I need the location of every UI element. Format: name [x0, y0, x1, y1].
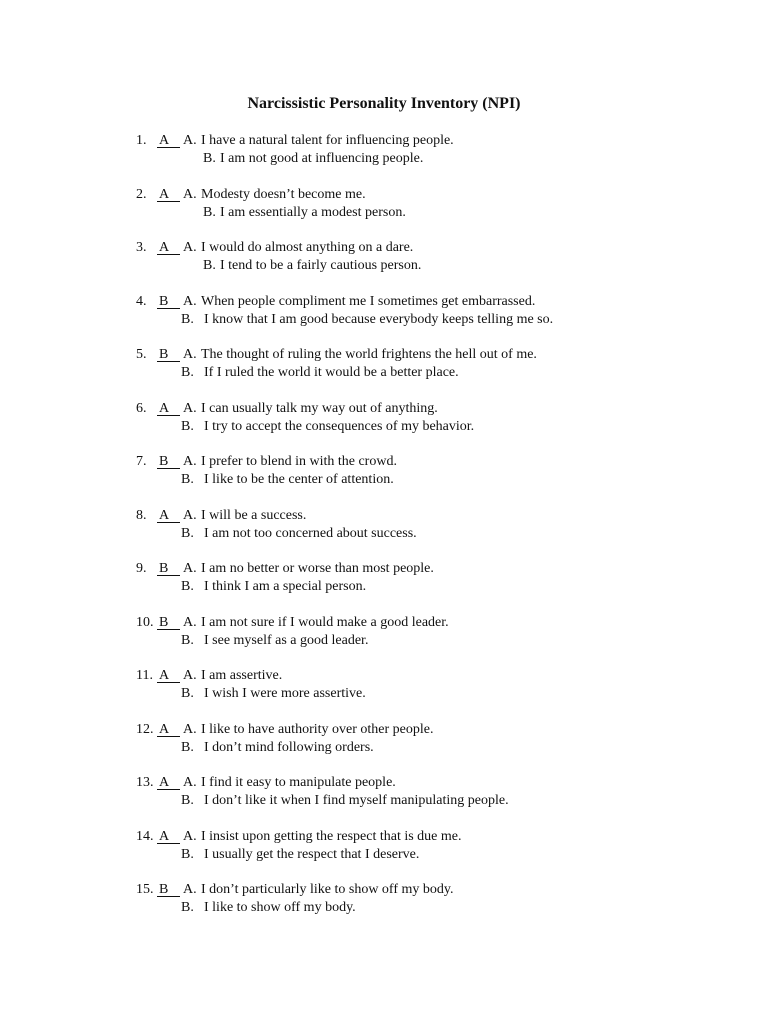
item-number: 5. — [136, 347, 147, 362]
option-b-text: I like to be the center of attention. — [204, 472, 394, 487]
option-b-line — [0, 311, 768, 329]
inventory-item — [0, 774, 768, 828]
option-a-line — [0, 614, 768, 632]
option-a-text: I insist upon getting the respect that is due me. — [201, 828, 462, 844]
option-a-text: I prefer to blend in with the crowd. — [201, 454, 397, 469]
option-b-text: I don’t like it when I find myself manipulating people. — [204, 793, 509, 808]
item-number: 1. — [136, 133, 147, 148]
inventory-item — [0, 560, 768, 614]
item-number: 8. — [136, 507, 147, 523]
option-b-label: B. — [181, 846, 194, 862]
option-b-text: I wish I were more assertive. — [204, 686, 366, 701]
option-a-label: A. — [183, 828, 197, 844]
option-b-line — [0, 578, 768, 596]
option-a-text: I like to have authority over other people. — [201, 721, 434, 737]
option-a-text: I will be a success. — [201, 507, 307, 523]
option-a-text: I am assertive. — [201, 668, 283, 683]
option-b-label: B. — [181, 579, 194, 594]
item-number: 10. — [136, 614, 154, 630]
option-b-line — [0, 632, 768, 650]
option-a-text: I have a natural talent for influencing people. — [201, 133, 454, 148]
option-a-label: A. — [183, 668, 197, 683]
option-b-line — [0, 846, 768, 864]
item-number: 15. — [136, 882, 154, 897]
inventory-item — [0, 507, 768, 561]
option-b-text: I am essentially a modest person. — [220, 204, 406, 220]
option-a-line — [0, 453, 768, 471]
selected-answer: B — [157, 293, 180, 309]
option-a-label: A. — [183, 133, 197, 148]
option-a-text: I don’t particularly like to show off my body. — [201, 882, 454, 897]
option-b-line — [0, 204, 768, 222]
option-b-line — [0, 899, 768, 917]
option-b-label: B. — [181, 686, 194, 701]
option-b-line — [0, 525, 768, 543]
option-b-label: B. — [181, 472, 194, 487]
option-b-line — [0, 792, 768, 810]
option-a-text: I find it easy to manipulate people. — [201, 775, 396, 790]
inventory-item — [0, 453, 768, 507]
selected-answer: A — [157, 667, 180, 683]
item-number: 6. — [136, 400, 147, 416]
option-a-line — [0, 239, 768, 257]
inventory-item — [0, 293, 768, 347]
option-b-text: I tend to be a fairly cautious person. — [220, 258, 422, 273]
option-b-text: I don’t mind following orders. — [204, 739, 374, 755]
item-number: 12. — [136, 721, 154, 737]
option-b-label: B. — [181, 365, 194, 380]
option-b-label: B. — [181, 311, 194, 327]
option-a-label: A. — [183, 186, 197, 202]
selected-answer: A — [157, 721, 180, 737]
option-b-text: I usually get the respect that I deserve. — [204, 846, 420, 862]
option-a-label: A. — [183, 614, 197, 630]
option-b-label: B. — [181, 900, 194, 915]
option-a-label: A. — [183, 561, 197, 576]
selected-answer: A — [157, 186, 180, 202]
option-b-label: B. — [203, 204, 216, 220]
option-b-label: B. — [181, 525, 194, 541]
option-a-label: A. — [183, 347, 197, 362]
selected-answer: A — [157, 400, 180, 416]
option-a-line — [0, 721, 768, 739]
option-b-text: I know that I am good because everybody keeps telling me so. — [204, 311, 554, 327]
selected-answer: A — [157, 132, 180, 148]
inventory-item-list — [0, 132, 768, 935]
option-a-label: A. — [183, 454, 197, 469]
option-b-text: I try to accept the consequences of my behavior. — [204, 418, 475, 434]
option-a-text: I am no better or worse than most people. — [201, 561, 434, 576]
option-a-line — [0, 560, 768, 578]
option-a-text: The thought of ruling the world frightens the hell out of me. — [201, 347, 537, 362]
inventory-item — [0, 400, 768, 454]
inventory-item — [0, 239, 768, 293]
inventory-item — [0, 186, 768, 240]
option-a-label: A. — [183, 775, 197, 790]
item-number: 9. — [136, 561, 147, 576]
option-a-line — [0, 774, 768, 792]
option-a-line — [0, 828, 768, 846]
option-b-text: I see myself as a good leader. — [204, 632, 369, 648]
option-b-line — [0, 739, 768, 757]
option-a-label: A. — [183, 400, 197, 416]
option-a-text: When people compliment me I sometimes get embarrassed. — [201, 293, 536, 309]
option-b-label: B. — [181, 632, 194, 648]
option-a-label: A. — [183, 240, 197, 255]
inventory-item — [0, 346, 768, 400]
inventory-item — [0, 881, 768, 935]
item-number: 7. — [136, 454, 147, 469]
inventory-item — [0, 614, 768, 668]
option-b-label: B. — [181, 739, 194, 755]
item-number: 11. — [136, 668, 153, 683]
option-a-line — [0, 667, 768, 685]
selected-answer: A — [157, 239, 180, 255]
option-b-line — [0, 418, 768, 436]
selected-answer: B — [157, 881, 180, 897]
option-a-text: I would do almost anything on a dare. — [201, 240, 414, 255]
option-b-text: I think I am a special person. — [204, 579, 367, 594]
selected-answer: A — [157, 828, 180, 844]
item-number: 14. — [136, 828, 154, 844]
selected-answer: B — [157, 614, 180, 630]
option-b-text: I am not good at influencing people. — [220, 151, 424, 166]
item-number: 4. — [136, 293, 147, 309]
item-number: 3. — [136, 240, 147, 255]
option-a-line — [0, 400, 768, 418]
option-a-line — [0, 293, 768, 311]
document-title: Narcissistic Personality Inventory (NPI) — [247, 95, 521, 112]
selected-answer: B — [157, 346, 180, 362]
item-number: 2. — [136, 186, 147, 202]
option-a-label: A. — [183, 293, 197, 309]
option-b-line — [0, 471, 768, 489]
selected-answer: A — [157, 774, 180, 790]
option-b-line — [0, 364, 768, 382]
option-b-text: I am not too concerned about success. — [204, 525, 417, 541]
option-b-label: B. — [203, 151, 216, 166]
option-b-line — [0, 150, 768, 168]
selected-answer: B — [157, 560, 180, 576]
inventory-item — [0, 132, 768, 186]
option-a-text: Modesty doesn’t become me. — [201, 186, 366, 202]
inventory-item — [0, 828, 768, 882]
option-a-label: A. — [183, 507, 197, 523]
item-number: 13. — [136, 775, 154, 790]
option-a-text: I can usually talk my way out of anything. — [201, 400, 438, 416]
option-b-line — [0, 685, 768, 703]
inventory-item — [0, 721, 768, 775]
selected-answer: A — [157, 507, 180, 523]
option-b-label: B. — [181, 793, 194, 808]
option-a-label: A. — [183, 721, 197, 737]
inventory-item — [0, 667, 768, 721]
option-a-line — [0, 507, 768, 525]
option-b-label: B. — [181, 418, 194, 434]
option-b-text: If I ruled the world it would be a better place. — [204, 365, 459, 380]
option-a-line — [0, 186, 768, 204]
option-b-label: B. — [203, 258, 216, 273]
option-b-line — [0, 257, 768, 275]
option-a-line — [0, 346, 768, 364]
option-a-line — [0, 881, 768, 899]
selected-answer: B — [157, 453, 180, 469]
option-b-text: I like to show off my body. — [204, 900, 356, 915]
option-a-label: A. — [183, 882, 197, 897]
option-a-text: I am not sure if I would make a good leader. — [201, 614, 449, 630]
option-a-line — [0, 132, 768, 150]
